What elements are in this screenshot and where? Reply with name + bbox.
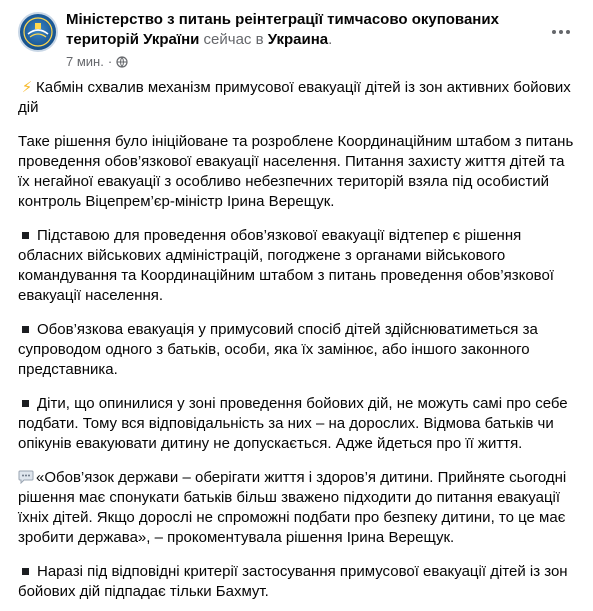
bullet-paragraph bbox=[18, 320, 578, 380]
post-timestamp[interactable]: 7 мин. bbox=[66, 54, 104, 69]
post-meta bbox=[66, 54, 128, 70]
quote-text: «Обов’язок держави – оберігати життя і здоров’я дитини. Прийняте сьогодні рішення має спонукати батьків більш зважено підходити до питання евакуації їхніх дітей. Якщо дорослі не спроможні подбати про безпеку дитини, то це має зробити держава», – прокоментувала рішення Ірина Верещук. bbox=[18, 469, 567, 546]
bullet-text: Підставою для проведення обов’язкової евакуації відтепер є рішення обласних військових адміністрацій, погоджене з органами військового командування та Координаційним штабом з питань проведення обов’язкової евакуації населення. bbox=[18, 227, 554, 304]
black-square-icon bbox=[22, 232, 29, 239]
more-dot bbox=[552, 30, 556, 34]
black-square-icon bbox=[22, 568, 29, 575]
headline-paragraph bbox=[18, 78, 578, 118]
avatar-emblem-graphic bbox=[20, 14, 56, 50]
bullet-paragraph bbox=[18, 562, 578, 602]
bullet-text: Обов’язкова евакуація у примусовий спосіб дітей здійснюватиметься за супроводом одного з батьків, особи, яка їх замінює, або іншого законного представника. bbox=[18, 321, 538, 378]
headline-text: Кабмін схвалив механізм примусової евакуації дітей із зон активних бойових дій bbox=[18, 79, 571, 116]
location-link[interactable]: Украина bbox=[267, 31, 329, 48]
bullet-paragraph bbox=[18, 226, 578, 306]
meta-separator: · bbox=[107, 54, 113, 69]
black-square-icon bbox=[22, 400, 29, 407]
more-dot bbox=[559, 30, 563, 34]
bullet-paragraph bbox=[18, 394, 578, 454]
author-name[interactable]: Міністерство з питань реінтеграції тимчасово окупованих територій України bbox=[66, 11, 499, 48]
author-line bbox=[66, 10, 536, 50]
bullet-text: Наразі під відповідні критерії застосування примусової евакуації дітей із зон бойових дій підпадає тільки Бахмут. bbox=[18, 563, 568, 600]
time-phrase: сейчас в bbox=[203, 31, 264, 48]
more-options-icon[interactable] bbox=[547, 22, 575, 42]
ministry-emblem-icon[interactable] bbox=[18, 12, 58, 52]
author-info bbox=[66, 10, 536, 50]
post-header bbox=[14, 10, 579, 72]
lightning-icon: ⚡ bbox=[21, 79, 33, 96]
post-body bbox=[18, 78, 578, 611]
location-suffix: . bbox=[328, 31, 333, 48]
speech-bubble-icon bbox=[18, 470, 34, 484]
bullet-text: Діти, що опинилися у зоні проведення бойових дій, не можуть самі про себе подбати. Тому вся відповідальність за них – на дорослих. Відмова батьків чи опікунів евакуювати дитину не допускається. Адже йдеться про її життя. bbox=[18, 395, 568, 452]
black-square-icon bbox=[22, 326, 29, 333]
globe-icon[interactable] bbox=[116, 56, 128, 68]
intro-paragraph: Таке рішення було ініційоване та розроблене Координаційним штабом з питань проведення обов’язкової евакуації населення. Питання захисту життя дітей та їх негайної евакуації з особливо небезпечних територій взяла під особистий контроль Віцепрем’єр-міністр Ірина Верещук. bbox=[18, 133, 574, 210]
quote-paragraph bbox=[18, 468, 578, 548]
more-dot bbox=[566, 30, 570, 34]
